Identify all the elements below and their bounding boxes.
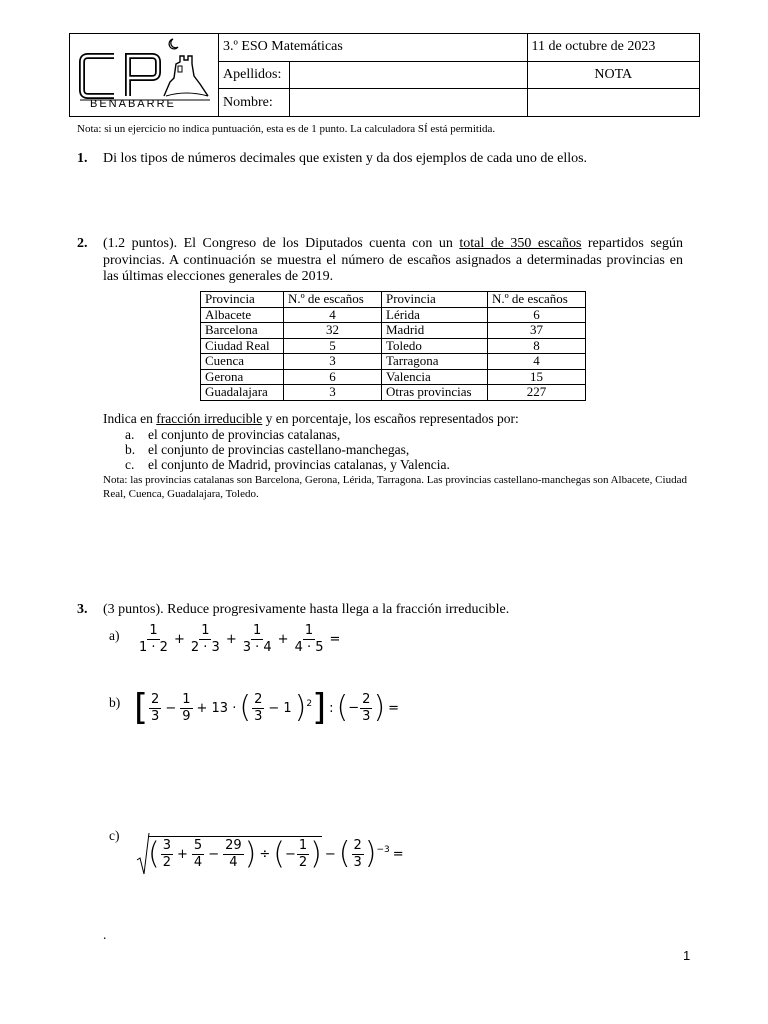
table-header-row bbox=[201, 292, 586, 308]
table-row bbox=[201, 323, 586, 339]
grade-label: NOTA bbox=[527, 61, 699, 89]
table-row bbox=[201, 369, 586, 385]
grade-field[interactable] bbox=[527, 89, 699, 116]
q2-instruction-underlined: fracción irreducible bbox=[156, 411, 263, 426]
q1-text: Di los tipos de números decimales que existen y da dos ejemplos de cada uno de ellos. bbox=[103, 151, 588, 166]
table-header: N.º de escaños bbox=[488, 292, 586, 308]
q2-instruction bbox=[103, 412, 519, 427]
seats-table bbox=[200, 291, 586, 401]
q2-text-part1: (1.2 puntos). El Congreso de los Diputados cuenta con un bbox=[103, 236, 460, 251]
table-header: Provincia bbox=[382, 292, 488, 308]
table-header: Provincia bbox=[201, 292, 284, 308]
q2-text bbox=[103, 236, 683, 286]
exam-date: 11 de octubre de 2023 bbox=[527, 34, 699, 61]
q3-a-label: a) bbox=[109, 628, 120, 643]
q2-number: 2. bbox=[77, 236, 88, 251]
q1-number: 1. bbox=[77, 151, 88, 166]
exam-header bbox=[69, 33, 700, 117]
surname-label: Apellidos: bbox=[219, 61, 289, 89]
table-cell: 3 bbox=[284, 385, 382, 401]
table-cell: Valencia bbox=[382, 369, 488, 385]
table-cell: 32 bbox=[284, 323, 382, 339]
table-cell: 4 bbox=[284, 307, 382, 323]
stray-dot: . bbox=[103, 927, 107, 942]
table-cell: 3 bbox=[284, 354, 382, 370]
q3-c-expression: ( $\frac{3}{2}$ + $\frac{5}{4}$ − $\frac{29}{4}$ ) ÷ (− $\frac{1}{2}$ ) − ( $\frac{2}{3}$ )$^{-3}$ = bbox=[136, 832, 407, 876]
table-cell: Tarragona bbox=[382, 354, 488, 370]
table-cell: 6 bbox=[488, 307, 586, 323]
q2-item-a-text: el conjunto de provincias catalanas, bbox=[148, 427, 341, 442]
table-row bbox=[201, 338, 586, 354]
q2-item-a-label: a. bbox=[125, 427, 135, 442]
name-field[interactable] bbox=[289, 89, 527, 116]
table-header: N.º de escaños bbox=[284, 292, 382, 308]
table-cell: Toledo bbox=[382, 338, 488, 354]
table-cell: 5 bbox=[284, 338, 382, 354]
student-info-table bbox=[219, 34, 699, 116]
q2-note: Nota: las provincias catalanas son Barcelona, Gerona, Lérida, Tarragona. Las provincias castellano-manchegas son Albacete, Ciudad Real, Cuenca, Guadalajara, Toledo. bbox=[103, 474, 687, 500]
table-cell: Madrid bbox=[382, 323, 488, 339]
table-cell: 4 bbox=[488, 354, 586, 370]
table-cell: Albacete bbox=[201, 307, 284, 323]
table-cell: Barcelona bbox=[201, 323, 284, 339]
q2-text-total: total de 350 escaños bbox=[459, 236, 582, 251]
table-cell: Ciudad Real bbox=[201, 338, 284, 354]
name-label: Nombre: bbox=[219, 89, 289, 116]
table-cell: Gerona bbox=[201, 369, 284, 385]
q2-instruction-part1: Indica en bbox=[103, 411, 157, 426]
q2-item-c-text: el conjunto de Madrid, provincias catalanas, y Valencia. bbox=[148, 457, 450, 472]
q2-item-b-text: el conjunto de provincias castellano-manchegas, bbox=[148, 442, 410, 457]
q2-text-part2: repartidos según provincias. A continuación se muestra el número de escaños asignados a determinadas provincias en las últimas elecciones generales de 2019. bbox=[103, 236, 683, 284]
table-cell: Lérida bbox=[382, 307, 488, 323]
table-cell: Cuenca bbox=[201, 354, 284, 370]
q3-c-label: c) bbox=[109, 828, 120, 843]
general-note: Nota: si un ejercicio no indica puntuación, esta es de 1 punto. La calculadora SÍ está permitida. bbox=[77, 123, 496, 135]
q3-b-label: b) bbox=[109, 695, 121, 710]
surname-field[interactable] bbox=[289, 61, 527, 89]
q3-text: (3 puntos). Reduce progresivamente hasta llega a la fracción irreducible. bbox=[103, 602, 510, 617]
table-cell: 227 bbox=[488, 385, 586, 401]
q3-number: 3. bbox=[77, 602, 88, 617]
table-row bbox=[201, 385, 586, 401]
school-logo bbox=[70, 34, 219, 116]
table-cell: Otras provincias bbox=[382, 385, 488, 401]
course-title: 3.º ESO Matemáticas bbox=[219, 34, 527, 61]
logo-caption: BENABARRE bbox=[90, 98, 176, 110]
q2-item-b-label: b. bbox=[125, 442, 136, 457]
q3-b-expression: [ $\frac{2}{3}$ − $\frac{1}{9}$ + 13 · ( $\frac{2}{3}$ − 1 )$^2$] : (− $\frac{2}{3}$ ) = bbox=[134, 687, 400, 728]
q3-a-expression: $\frac{1}{1 \cdot 2}$ + $\frac{1}{2 \cdot 3}$ + $\frac{1}{3 \cdot 4}$ + $\frac{1}{4 \cdot 5}$ = bbox=[139, 623, 341, 655]
table-cell: 6 bbox=[284, 369, 382, 385]
page-number: 1 bbox=[683, 948, 691, 963]
table-cell: 15 bbox=[488, 369, 586, 385]
table-row bbox=[201, 354, 586, 370]
table-cell: 37 bbox=[488, 323, 586, 339]
table-cell: 8 bbox=[488, 338, 586, 354]
q2-instruction-part2: y en porcentaje, los escaños representados por: bbox=[262, 411, 519, 426]
q2-item-c-label: c. bbox=[125, 457, 135, 472]
table-row bbox=[201, 307, 586, 323]
table-cell: Guadalajara bbox=[201, 385, 284, 401]
